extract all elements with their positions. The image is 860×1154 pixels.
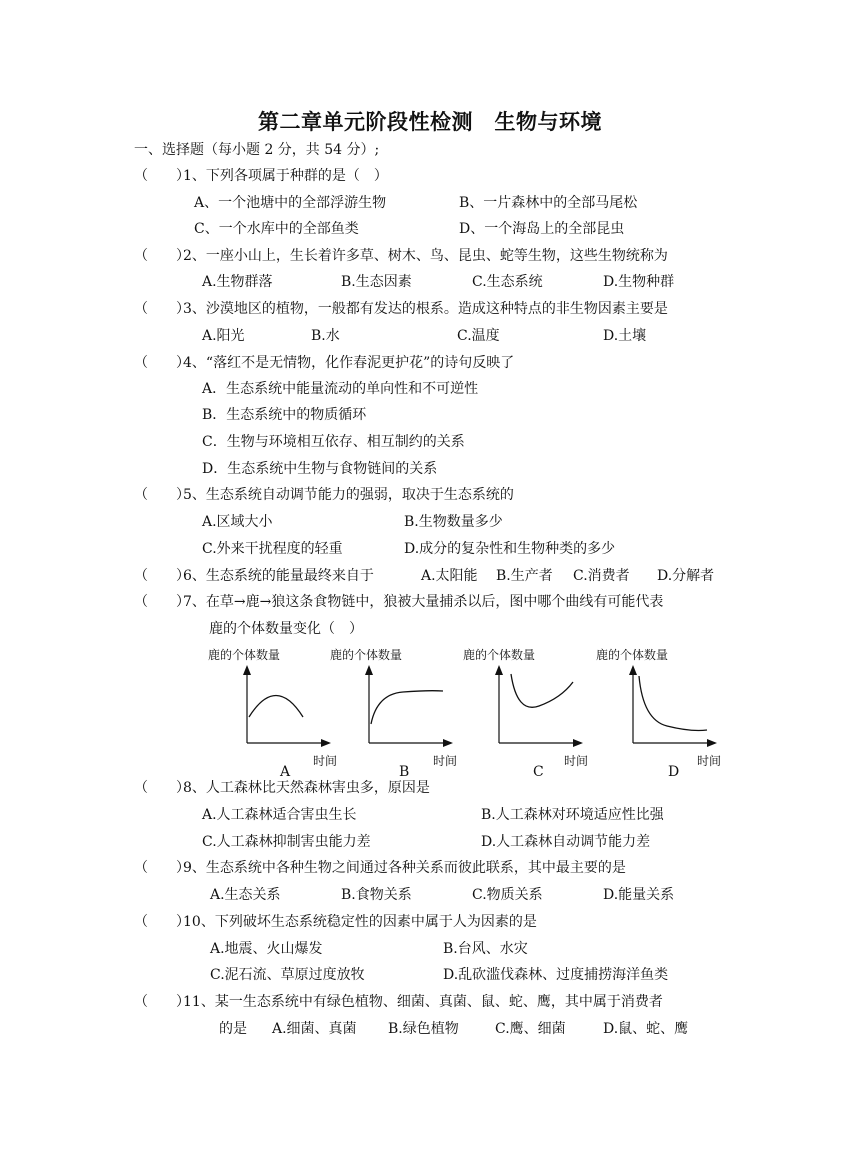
question-7-stem: 7、在草→鹿→狼这条食物链中，狼被大量捕杀以后，图中哪个曲线有可能代表 — [183, 594, 664, 610]
question-1-stem: 1、下列各项属于种群的是（ ） — [183, 168, 388, 184]
graph-c-x-arrow — [573, 739, 583, 747]
question-9-option-a: A.生态关系 — [210, 887, 281, 903]
graph-d-x-label: 时间 — [697, 754, 722, 768]
question-6-stem: 6、生态系统的能量最终来自于 — [183, 568, 374, 584]
question-6-option-d: D.分解者 — [657, 568, 715, 584]
graph-d-y-arrow — [629, 665, 637, 675]
question-3-stem: 3、沙漠地区的植物，一般都有发达的根系。造成这种特点的非生物因素主要是 — [183, 301, 668, 317]
question-1-option-d: D、一个海岛上的全部昆虫 — [459, 221, 625, 237]
question-2-option-b: B.生态因素 — [341, 274, 412, 290]
question-8-option-d: D.人工森林自动调节能力差 — [481, 834, 651, 850]
question-2-stem: 2、一座小山上，生长着许多草、树木、鸟、昆虫、蛇等生物，这些生物统称为 — [183, 248, 668, 264]
answer-blank-5[interactable]: （ ） — [134, 487, 190, 503]
question-2-option-c: C.生态系统 — [472, 274, 543, 290]
graph-d-letter: D — [668, 764, 680, 780]
question-11-option-c: C.鹰、细菌 — [495, 1021, 566, 1037]
question-5-option-b: B.生物数量多少 — [404, 514, 503, 530]
question-3-option-a: A.阳光 — [202, 328, 245, 344]
question-6-option-c: C.消费者 — [573, 568, 630, 584]
answer-blank-7[interactable]: （ ） — [134, 594, 190, 610]
answer-blank-11[interactable]: （ ） — [134, 994, 190, 1010]
question-3-option-c: C.温度 — [457, 328, 500, 344]
graph-a-y-label: 鹿的个体数量 — [208, 648, 281, 662]
graph-b-y-label: 鹿的个体数量 — [330, 648, 403, 662]
question-5-option-c: C.外来干扰程度的轻重 — [202, 541, 343, 557]
answer-blank-8[interactable]: （ ） — [134, 780, 190, 796]
question-4-option-c: C．生物与环境相互依存、相互制约的关系 — [202, 434, 465, 450]
graph-b-letter: B — [399, 764, 410, 780]
page-title: 第二章单元阶段性检测 生物与环境 — [258, 109, 602, 134]
answer-blank-6[interactable]: （ ） — [134, 568, 190, 584]
question-11-stem: 11、某一生态系统中有绿色植物、细菌、真菌、鼠、蛇、鹰，其中属于消费者 — [183, 994, 663, 1010]
question-8-option-a: A.人工森林适合害虫生长 — [202, 807, 357, 823]
question-9-option-d: D.能量关系 — [603, 887, 675, 903]
question-9-option-c: C.物质关系 — [472, 887, 543, 903]
graph-c-letter: C — [533, 764, 544, 780]
question-5-stem: 5、生态系统自动调节能力的强弱，取决于生态系统的 — [183, 487, 514, 503]
question-3-option-b: B.水 — [311, 328, 340, 344]
graph-a-y-arrow — [243, 665, 251, 675]
question-2-option-a: A.生物群落 — [202, 274, 273, 290]
graph-b — [363, 662, 463, 752]
answer-blank-10[interactable]: （ ） — [134, 914, 190, 930]
question-1-option-b: B、一片森林中的全部马尾松 — [459, 195, 638, 211]
question-4-option-d: D．生态系统中生物与食物链间的关系 — [202, 461, 438, 477]
question-3-option-d: D.土壤 — [603, 328, 647, 344]
graph-c-curve — [511, 674, 573, 707]
graph-a-x-label: 时间 — [313, 754, 338, 768]
question-8-stem: 8、人工森林比天然森林害虫多，原因是 — [183, 780, 430, 796]
question-10-stem: 10、下列破坏生态系统稳定性的因素中属于人为因素的是 — [183, 914, 537, 930]
question-8-option-c: C.人工森林抑制害虫能力差 — [202, 834, 371, 850]
graph-c-y-label: 鹿的个体数量 — [463, 648, 536, 662]
graph-b-x-arrow — [443, 739, 453, 747]
question-1-option-c: C、一个水库中的全部鱼类 — [194, 221, 359, 237]
graph-d-y-label: 鹿的个体数量 — [596, 648, 669, 662]
graph-a-letter: A — [280, 764, 291, 780]
graph-a-x-arrow — [321, 739, 331, 747]
question-4-stem: 4、“落红不是无情物，化作春泥更护花”的诗句反映了 — [183, 355, 515, 371]
answer-blank-4[interactable]: （ ） — [134, 355, 190, 371]
question-4-option-b: B．生态系统中的物质循环 — [202, 407, 367, 423]
question-9-stem: 9、生态系统中各种生物之间通过各种关系而彼此联系，其中最主要的是 — [183, 860, 626, 876]
question-11-stem-continued: 的是 — [219, 1021, 247, 1037]
graph-c-x-label: 时间 — [564, 754, 589, 768]
graph-c-y-arrow — [495, 665, 503, 675]
graph-a-axes — [247, 668, 329, 743]
graph-b-y-arrow — [365, 665, 373, 675]
question-5-option-a: A.区域大小 — [202, 514, 273, 530]
question-8-option-b: B.人工森林对环境适应性比强 — [481, 807, 664, 823]
question-4-option-a: A．生态系统中能量流动的单向性和不可逆性 — [202, 381, 479, 397]
question-11-option-d: D.鼠、蛇、鹰 — [603, 1021, 689, 1037]
question-5-option-d: D.成分的复杂性和生物种类的多少 — [404, 541, 616, 557]
graph-d-curve — [639, 676, 707, 731]
answer-blank-2[interactable]: （ ） — [134, 248, 190, 264]
question-6-option-b: B.生产者 — [496, 568, 553, 584]
graph-d — [627, 662, 727, 752]
question-9-option-b: B.食物关系 — [341, 887, 412, 903]
answer-blank-9[interactable]: （ ） — [134, 860, 190, 876]
question-11-option-b: B.绿色植物 — [388, 1021, 459, 1037]
question-1-option-a: A、一个池塘中的全部浮游生物 — [194, 195, 387, 211]
graph-b-x-label: 时间 — [433, 754, 458, 768]
question-10-option-c: C.泥石流、草原过度放牧 — [210, 967, 365, 983]
graph-b-curve — [371, 691, 443, 724]
answer-blank-1[interactable]: （ ） — [134, 168, 190, 184]
question-10-option-a: A.地震、火山爆发 — [210, 941, 323, 957]
answer-blank-3[interactable]: （ ） — [134, 301, 190, 317]
question-2-option-d: D.生物种群 — [603, 274, 675, 290]
graph-b-axes — [369, 668, 451, 743]
question-7-stem-continued: 鹿的个体数量变化（ ） — [209, 621, 363, 637]
graph-a — [241, 662, 341, 752]
graph-d-x-arrow — [707, 739, 717, 747]
graph-a-curve — [249, 696, 303, 718]
question-10-option-d: D.乱砍滥伐森林、过度捕捞海洋鱼类 — [443, 967, 669, 983]
section-heading: 一、选择题（每小题 2 分，共 54 分）; — [134, 142, 380, 158]
question-6-option-a: A.太阳能 — [421, 568, 478, 584]
graph-c — [493, 662, 593, 752]
question-10-option-b: B.台风、水灾 — [443, 941, 528, 957]
question-11-option-a: A.细菌、真菌 — [272, 1021, 357, 1037]
